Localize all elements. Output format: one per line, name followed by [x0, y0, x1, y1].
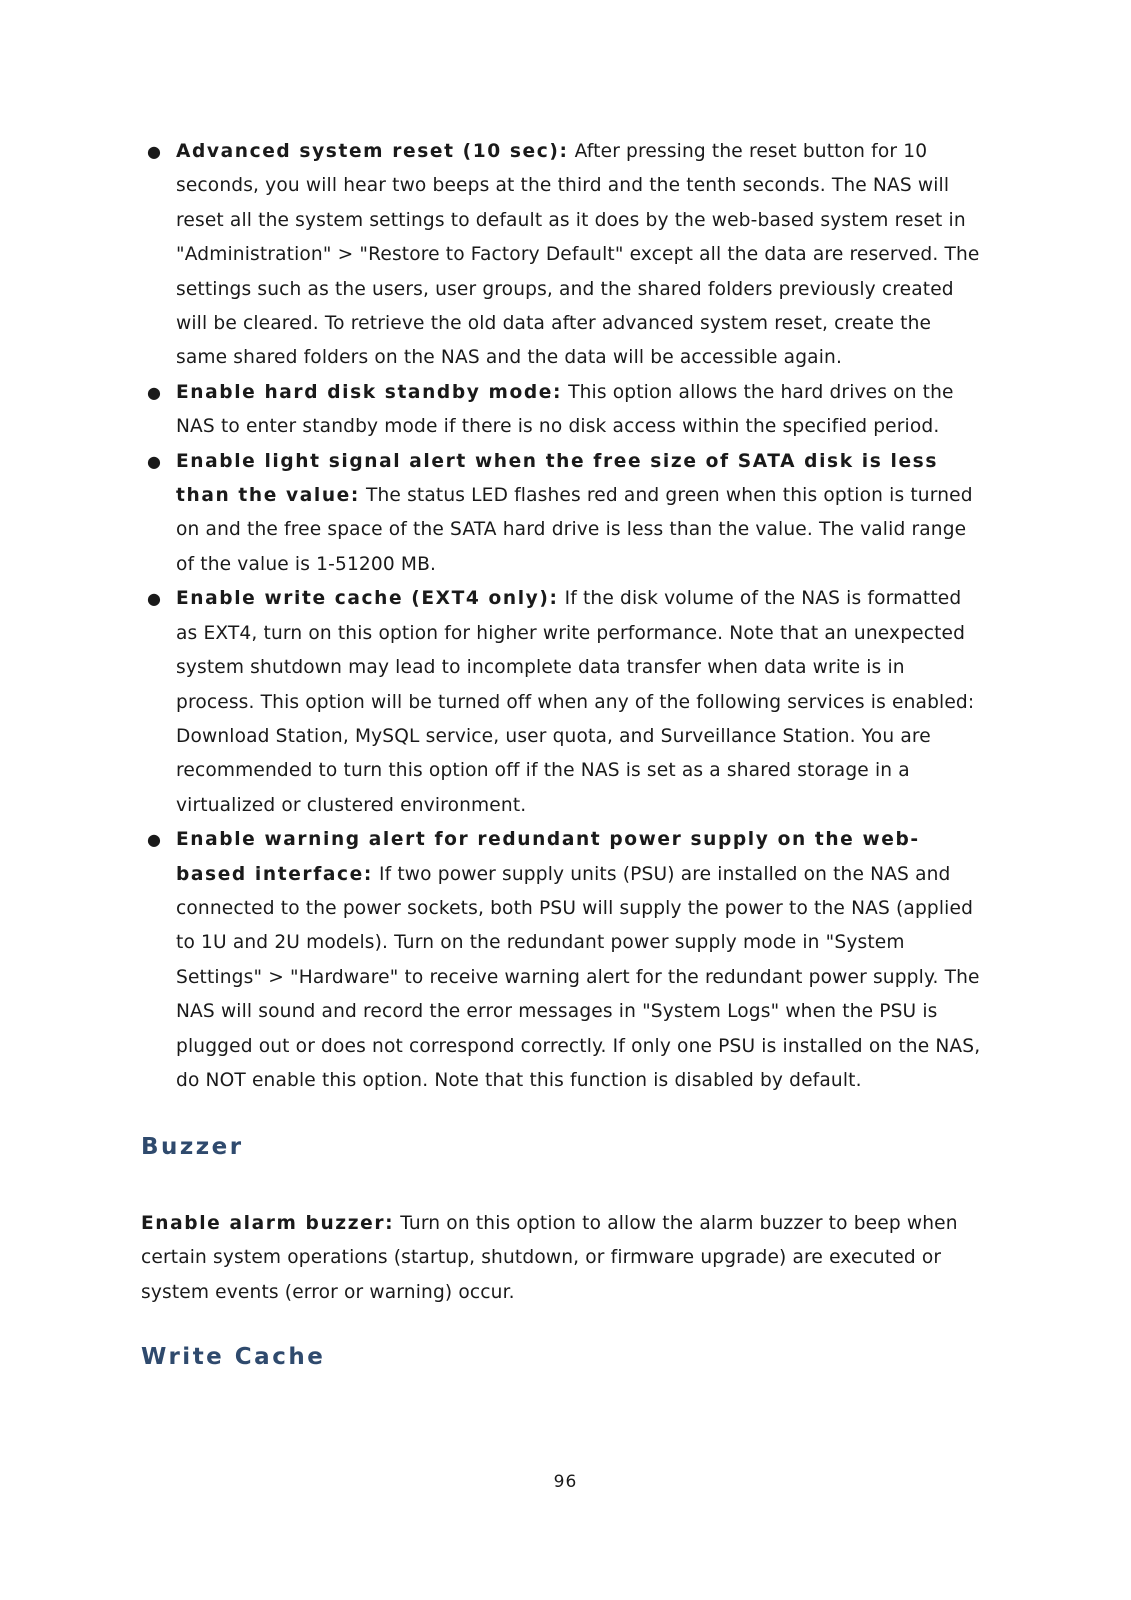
bullet-dot-icon: ●	[147, 830, 162, 850]
section-heading-write-cache: Write Cache	[141, 1344, 326, 1370]
bullet-term: Enable warning alert for redundant power supply on the web-based interface:	[176, 829, 920, 885]
bullet-term: Enable light signal alert when the free size of SATA disk is less than the value:	[176, 450, 938, 507]
section-heading-buzzer: Buzzer	[141, 1134, 244, 1160]
bullet-text: This option allows the hard drives on the NAS to enter standby mode if there is no disk access within the specified period.	[176, 381, 954, 438]
bullet-term: Enable write cache (EXT4 only):	[176, 588, 559, 610]
bullet-term: Enable hard disk standby mode:	[176, 381, 563, 403]
bullet-text: If two power supply units (PSU) are installed on the NAS and connected to the power sockets, both PSU will supply the power to the NAS (applied to 1U and 2U models). Turn on the redundant power supply mode in "System Settings" > "Hardware" to receive warning alert for the redundant power supply. The NAS will sound and record the error messages in "System Logs" when the PSU is plugged out or does not correspond correctly. If only one PSU is installed on the NAS, do NOT enable this option. Note that this function is disabled by default.	[176, 863, 981, 1091]
bullet-advanced-system-reset	[141, 135, 986, 376]
bullet-dot-icon: ●	[147, 382, 162, 402]
bullet-redundant-power-alert	[141, 823, 986, 1098]
bullet-text: After pressing the reset button for 10 seconds, you will hear two beeps at the third and the tenth seconds. The NAS will reset all the system settings to default as it does by the web-based system reset in "Administration" > "Restore to Factory Default" except all the data are reserved. The settings such as the users, user groups, and the shared folders previously created will be cleared. To retrieve the old data after advanced system reset, create the same shared folders on the NAS and the data will be accessible again.	[176, 141, 980, 369]
bullet-dot-icon: ●	[147, 451, 162, 471]
bullet-write-cache-ext4	[141, 582, 986, 823]
buzzer-text: Turn on this option to allow the alarm buzzer to beep when certain system operations (startup, shutdown, or firmware upgrade) are executed or system events (error or warning) occur.	[141, 1213, 958, 1303]
bullet-dot-icon: ●	[147, 142, 162, 161]
bullet-term: Advanced system reset (10 sec):	[176, 141, 569, 162]
bullet-hard-disk-standby	[141, 376, 986, 445]
buzzer-term: Enable alarm buzzer:	[141, 1213, 395, 1234]
bullet-light-signal-alert	[141, 445, 986, 583]
page-number: 96	[553, 1472, 578, 1492]
bullet-dot-icon: ●	[147, 589, 162, 609]
bullet-text: If the disk volume of the NAS is formatted as EXT4, turn on this option for higher write performance. Note that an unexpected system shutdown may lead to incomplete data transfer when data write is in process. This option will be turned off when any of the following services is enabled: Download Station, MySQL service, user quota, and Surveillance Station. You are recommended to turn this option off if the NAS is set as a shared storage in a virtualized or clustered environment.	[176, 588, 975, 816]
settings-bullet-list	[141, 135, 986, 1098]
bullet-text: The status LED flashes red and green when this option is turned on and the free space of the SATA hard drive is less than the value. The valid range of the value is 1-51200 MB.	[176, 485, 973, 575]
buzzer-paragraph	[141, 1207, 986, 1310]
